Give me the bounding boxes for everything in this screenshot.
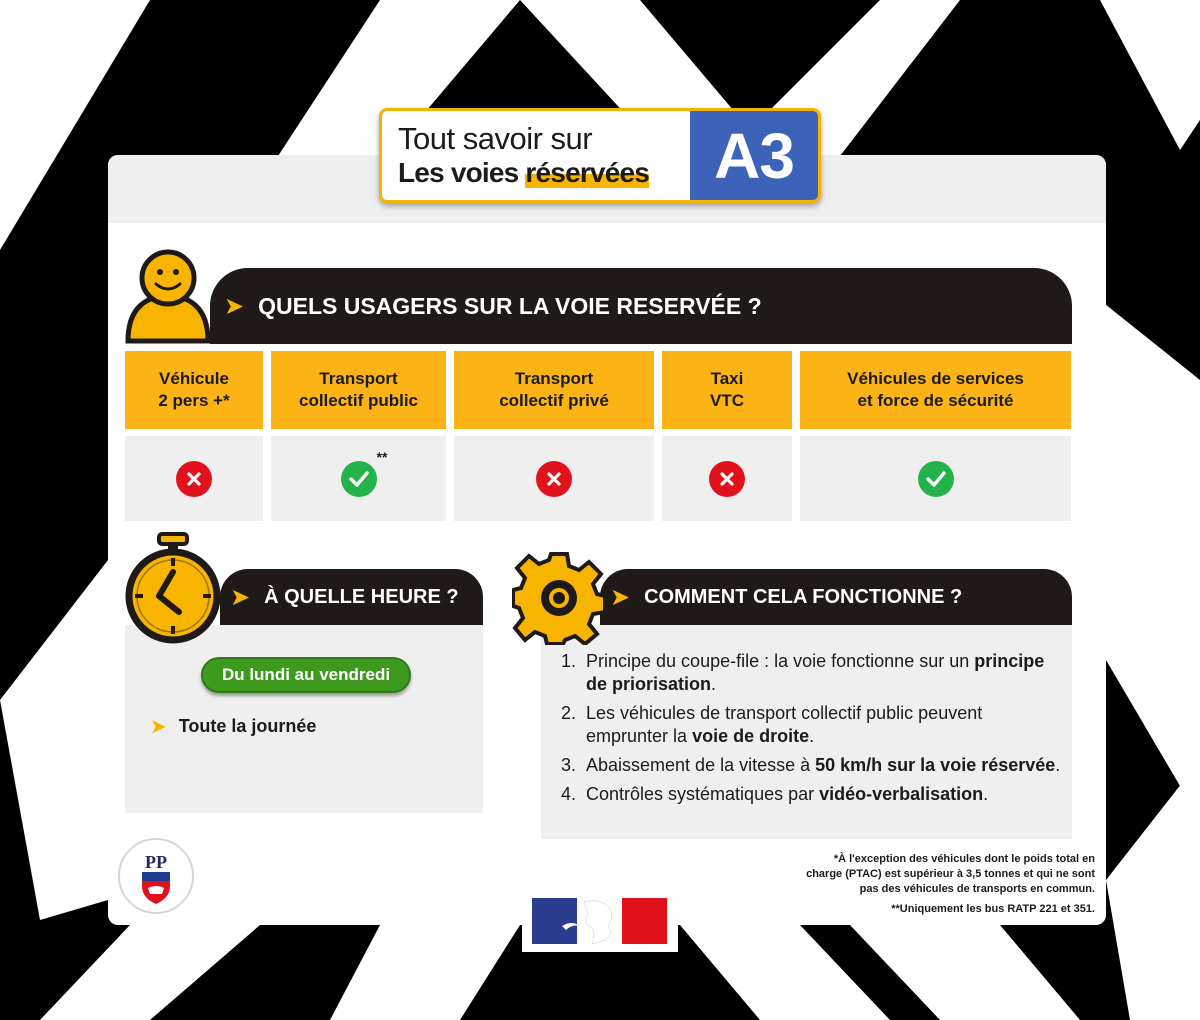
cell-taxi-vtc [662,436,792,521]
chevron-right-icon: ➤ [150,716,167,738]
title-line-2 [398,157,649,189]
chevron-right-icon: ➤ [610,583,631,611]
cell-transport-public [271,436,446,521]
how-section-title: COMMENT CELA FONCTIONNE ? [644,585,963,608]
footnote-2: **Uniquement les bus RATP 221 et 351. [891,903,1095,915]
step-item [561,754,1061,777]
forbidden-icon [709,461,745,497]
stopwatch-icon [123,532,223,644]
logo-lettering: PP [145,852,167,872]
step-number: 2. [561,703,577,723]
step-item [561,702,1061,748]
hours-label: Toute la journée [178,716,317,736]
gear-icon [512,551,606,645]
step-text: Principe du coupe-file : la voie fonctionne sur un principe de priorisation. [586,651,1045,694]
title-line-2-highlight: réservées [525,157,650,188]
days-pill: Du lundi au vendredi [201,657,411,693]
step-number: 4. [561,784,577,804]
column-header-transport-prive: Transport collectif privé [454,351,654,429]
column-header-taxi-vtc: Taxi VTC [662,351,792,429]
cell-services-securite [800,436,1071,521]
step-text: Abaissement de la vitesse à 50 km/h sur la voie réservée. [586,755,1061,775]
forbidden-icon [536,461,572,497]
chevron-right-icon: ➤ [224,292,245,320]
time-section-banner [220,569,483,625]
footnote-marker: ** [376,448,388,465]
hours-item [150,714,316,739]
users-section-banner [210,268,1072,344]
step-item [561,783,1061,806]
cell-vehicule [125,436,263,521]
step-number: 3. [561,755,577,775]
column-header-transport-public: Transport collectif public [271,351,446,429]
chevron-right-icon: ➤ [230,583,251,611]
step-text: Les véhicules de transport collectif public peuvent emprunter la voie de droite. [586,703,983,746]
title-box [379,108,821,203]
allowed-icon [918,461,954,497]
cell-transport-prive [454,436,654,521]
step-number: 1. [561,651,577,671]
time-section-title: À QUELLE HEURE ? [264,585,459,608]
footnote-1: *À l'exception des véhicules dont le poids total en charge (PTAC) est supérieur à 3,5 tonnes et qui ne sont pas des véhicules de transports en commun. [806,853,1095,895]
users-section-title: QUELS USAGERS SUR LA VOIE RESERVÉE ? [258,292,762,319]
how-section-banner [600,569,1072,625]
step-item [561,650,1061,696]
prefecture-police-logo [118,838,194,914]
footnotes [795,852,1095,922]
road-badge: A3 [690,111,818,200]
person-icon [122,246,214,346]
title-line-2-prefix: Les voies [398,157,526,188]
column-header-services-securite: Véhicules de services et force de sécurité [800,351,1071,429]
steps-list [561,650,1061,812]
republique-francaise-logo [522,888,678,952]
column-header-vehicule: Véhicule 2 pers +* [125,351,263,429]
title-line-1: Tout savoir sur [398,121,593,156]
forbidden-icon [176,461,212,497]
step-text: Contrôles systématiques par vidéo-verbalisation. [586,784,989,804]
allowed-icon [341,448,388,497]
